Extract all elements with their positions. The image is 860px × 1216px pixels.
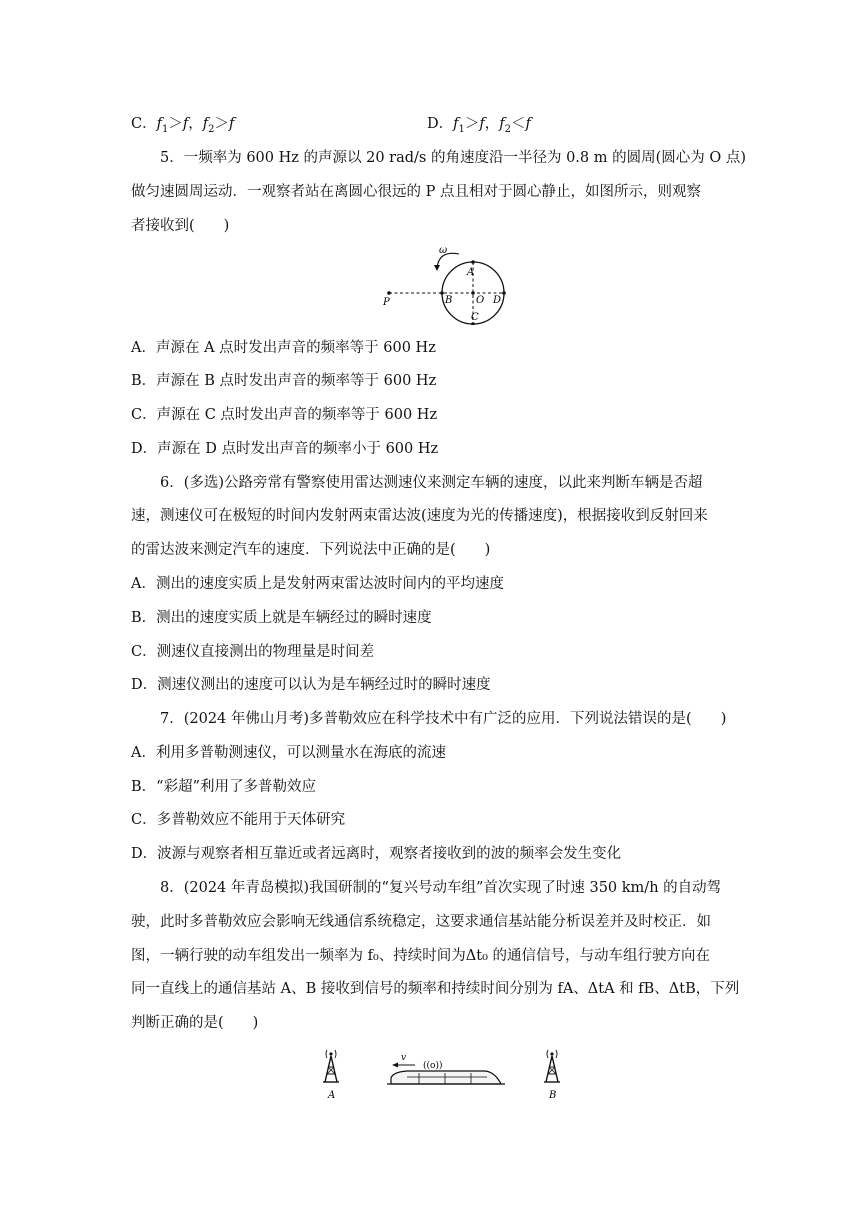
label-d: D <box>493 295 502 306</box>
q8-train-figure <box>315 1042 575 1104</box>
point-b <box>440 291 444 295</box>
label-station-b: B <box>549 1090 557 1101</box>
label-p: P <box>383 297 390 308</box>
q7-stem-line1: 7．(2024 年佛山月考)多普勒效应在科学技术中有广泛的应用．下列说法错误的是( ) <box>160 711 727 727</box>
q4-option-c: C．$f_1>f$，$f_2>f$ <box>131 116 235 135</box>
q6-option-a: A．测出的速度实质上是发射两束雷达波时间内的平均速度 <box>131 576 504 592</box>
point-a <box>471 260 475 264</box>
q8-stem-line5: 判断正确的是( ) <box>131 1015 259 1031</box>
label-velocity: v <box>401 1053 407 1063</box>
q5-option-c: C．声源在 C 点时发出声音的频率等于 600 Hz <box>131 407 438 423</box>
q6-stem-line2: 速，测速仪可在极短的时间内发射两束雷达波(速度为光的传播速度)，根据接收到反射回来 <box>131 508 708 524</box>
q6-option-d: D．测速仪测出的速度可以认为是车辆经过时的瞬时速度 <box>131 677 491 693</box>
q6-option-b: B．测出的速度实质上就是车辆经过的瞬时速度 <box>131 610 432 626</box>
point-p <box>387 291 391 295</box>
label-o: O <box>476 295 485 306</box>
point-o <box>471 291 475 295</box>
point-d <box>502 291 506 295</box>
signal-icon: ((o)) <box>423 1061 443 1071</box>
q5-stem-line3: 者接收到( ) <box>131 218 230 234</box>
q5-option-d: D．声源在 D 点时发出声音的频率小于 600 Hz <box>131 441 439 457</box>
q8-stem-line2: 驶，此时多普勒效应会影响无线通信系统稳定，这要求通信基站能分析误差并及时校正．如 <box>131 914 711 930</box>
train-icon <box>387 1071 505 1084</box>
q5-circle-figure <box>375 240 515 325</box>
q5-option-a: A．声源在 A 点时发出声音的频率等于 600 Hz <box>131 340 436 356</box>
q4-option-d: D．$f_1>f$，$f_2<f$ <box>427 116 531 135</box>
tower-a-icon <box>323 1050 339 1082</box>
q8-stem-line4: 同一直线上的通信基站 A、B 接收到信号的频率和持续时间分别为 fA、ΔtA 和 fB、ΔtB，下列 <box>131 981 740 997</box>
q8-stem-line3: 图，一辆行驶的动车组发出一频率为 f₀、持续时间为Δt₀ 的通信信号，与动车组行驶方向在 <box>131 948 711 964</box>
q5-stem-line1: 5．一频率为 600 Hz 的声源以 20 rad/s 的角速度沿一半径为 0.8 m 的圆周(圆心为 O 点) <box>160 150 747 166</box>
q5-stem-line2: 做匀速圆周运动．一观察者站在离圆心很远的 P 点且相对于圆心静止，如图所示，则观察 <box>131 184 701 200</box>
label-c: C <box>471 312 479 323</box>
q7-option-b: B．“彩超”利用了多普勒效应 <box>131 779 316 795</box>
q7-option-a: A．利用多普勒测速仪，可以测量水在海底的流速 <box>131 745 446 761</box>
q7-option-d: D．波源与观察者相互靠近或者远离时，观察者接收到的波的频率会发生变化 <box>131 846 622 862</box>
tower-b-icon <box>544 1050 560 1082</box>
label-a: A <box>467 267 475 278</box>
q5-option-b: B．声源在 B 点时发出声音的频率等于 600 Hz <box>131 373 437 389</box>
q6-stem-line1: 6．(多选)公路旁常有警察使用雷达测速仪来测定车辆的速度，以此来判断车辆是否超 <box>160 475 703 491</box>
q7-option-c: C．多普勒效应不能用于天体研究 <box>131 812 346 828</box>
q8-stem-line1: 8．(2024 年青岛模拟)我国研制的“复兴号动车组”首次实现了时速 350 km/h 的自动驾 <box>160 880 722 896</box>
label-b: B <box>445 295 453 306</box>
label-station-a: A <box>328 1090 336 1101</box>
q6-option-c: C．测速仪直接测出的物理量是时间差 <box>131 644 375 660</box>
omega-label: ω <box>439 245 448 256</box>
q6-stem-line3: 的雷达波来测定汽车的速度．下列说法中正确的是( ) <box>131 542 491 558</box>
